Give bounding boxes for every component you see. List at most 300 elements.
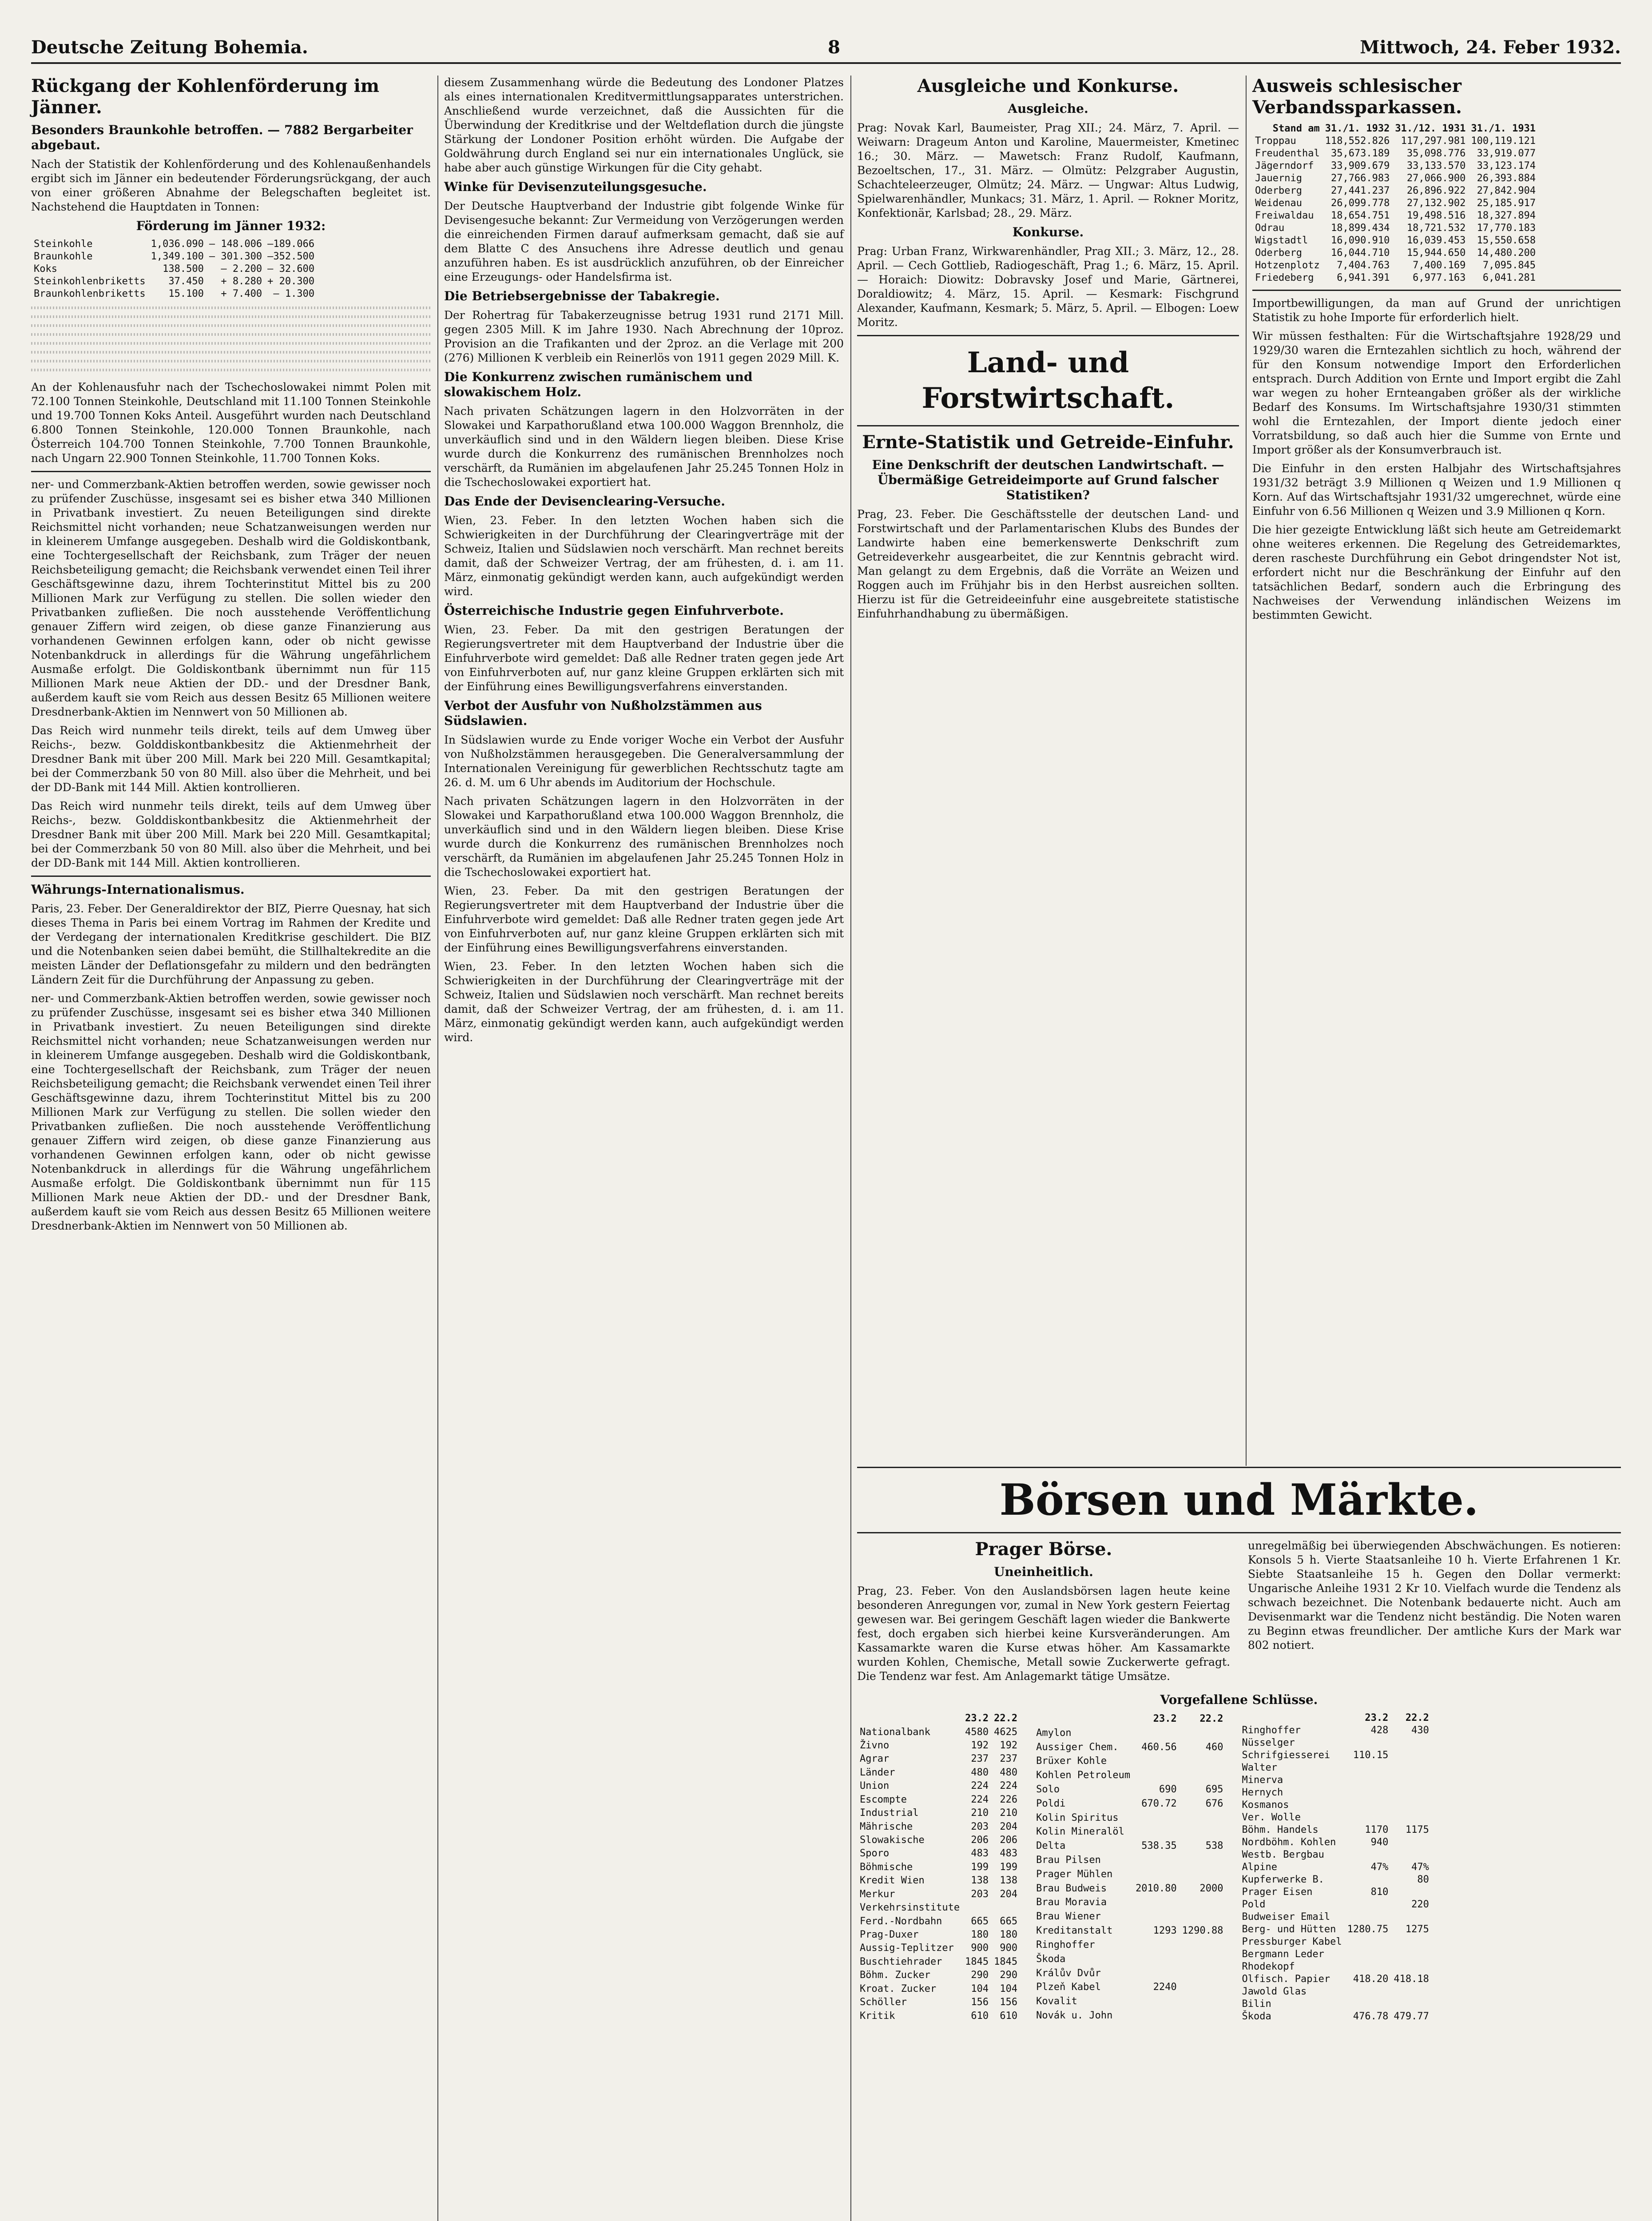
table-cell: 665 [971,1915,989,1927]
table-cell [1179,1952,1226,1966]
table-cell: —189.066 [267,239,315,250]
table-cell: 538.35 [1141,1840,1177,1852]
table-row [857,1739,1020,1752]
table-row [857,1847,1020,1860]
table-cell [1133,1994,1179,2009]
table-cell: Olfisch. Papier [1242,1974,1330,1985]
table-cell [1133,1966,1179,1981]
table-cell: 6,041.281 [1482,272,1536,283]
table-cell: Delta [1036,1840,1066,1852]
table-cell: 16,090.910 [1330,235,1390,246]
divider [857,1467,1621,1468]
table-cell [962,1901,991,1915]
table-cell: 476.78 [1353,2011,1389,2022]
table-cell: 6,941.391 [1337,272,1390,283]
table-cell: 900 [971,1942,989,1954]
article-headline: Rückgang der Kohlenförderung im Jänner. [31,76,380,118]
table-row [1033,1853,1226,1867]
table-continuation [31,369,431,371]
article-text: ner- und Commerzbank-Aktien betroffen werden, sowie gewisser noch zu prüfender Zuschüsse, insgesamt sei es bisher etwa 340 Millionen in Privatbank investiert. Zu neuen Beteiligungen sind direkte Reichsmittel nicht vorhanden; neue Schatzanweisungen werden nur in kleinerem Umfange ausgegeben. Deshalb wird die Goldiskontbank, eine Tochtergesellschaft der Reichsbank, zum Träger der neuen Reichsbeteiligung gemacht; die Reichsbank verwendet einen Teil ihrer Geschäftsgewinne dazu, ihrem Tochterinstitut Mittel bis zu 200 Millionen Mark zur Verfügung zu stellen. Die sollen wieder den Privatbanken zufließen. Die noch ausstehende Veröffentlichung genauer Ziffern wird zeigen, ob diese ganze Finanzierung aus vorhandenen Gewinnen erfolgen kann, oder ob nicht gewisse Notenbankdruck in allerdings für die Währung ungefährlichem Ausmaße erfolgt. Die Goldiskontbank übernimmt nun für 115 Millionen Mark neue Aktien der DD.- und der Dresdner Bank, außerdem kauft sie vom Reich aus dessen Besitz 65 Millionen weitere Dresdnerbank-Aktien im Nennwert von 50 Millionen ab. [31,992,431,1232]
table-cell: 2240 [1153,1982,1177,1993]
table-cell [1391,1836,1431,1849]
table-cell: Böhmische [860,1861,913,1873]
table-cell: 290 [1000,1970,1018,1981]
table-row [1033,1811,1226,1825]
table-row [1033,1754,1226,1768]
table-row [1239,1836,1432,1849]
table-cell: Oderberg [1255,247,1302,259]
article-text: Nach privaten Schätzungen lagern in den Holzvorräten in der Slowakei und Karpathorußland etwa 100.000 Waggon Brennholz, die unverkäuflich sind und in den Wäldern liegen bleiben. Diese Krise wurde durch die Konkurrenz des rumänischen Brennholzes noch verschärft, da Rumänien im abgelaufenen Jahr 25.245 Tonnen Holz in die Tschechoslowakei exportiert hat. [444,405,844,489]
table-cell: Koks [34,263,57,275]
table-row [857,2009,1020,2023]
table-cell: Bilin [1242,1998,1271,2010]
table-cell [1179,1825,1226,1839]
table-row [31,251,317,263]
table-cell [1133,2009,1179,2023]
table-cell: Mährische [860,1821,913,1832]
article-subhead: Besonders Braunkohle betroffen. — 7882 Bergarbeiter abgebaut. [31,123,413,152]
table-row [31,263,317,275]
table-cell [1391,1762,1431,1774]
table-cell: — 2.200 [221,263,262,275]
table-cell: Alpine [1242,1862,1277,1873]
table-row [1252,135,1538,147]
table-cell: 18,654.751 [1330,210,1390,221]
table-cell: 220 [1411,1899,1429,1910]
table-row [1033,1966,1226,1981]
column-4 [1252,76,1621,627]
table-cell: 237 [971,1753,989,1765]
table-cell [1391,1811,1431,1824]
table-cell: 35,098.776 [1406,148,1466,159]
table-cell: 676 [1205,1798,1223,1809]
table-cell: Kreditanstalt [1036,1925,1113,1937]
table-row [857,1901,1020,1915]
table-row [1033,1952,1226,1966]
table-cell: Schöller [860,1997,907,2008]
table-cell: Škoda [1036,1953,1066,1965]
table-cell: Merkur [860,1888,895,1900]
table-row [1239,1973,1432,1986]
table-cell: Jauernig [1255,173,1302,184]
column-rule [437,76,438,2221]
table-header-cell: Stand am [1272,123,1320,134]
table-cell: 1275 [1405,1924,1429,1935]
table-cell: 1280.75 [1347,1924,1389,1935]
table-row [31,288,317,300]
table-cell [1345,1998,1391,2010]
table-row [1252,147,1538,160]
table-row [1239,1923,1432,1936]
savings-table [1252,123,1538,284]
table-cell: 460.56 [1141,1741,1177,1753]
table-cell: 1175 [1405,1824,1429,1835]
table-cell: Kosmanos [1242,1799,1289,1811]
table-cell: Ferd.-Nordbahn [860,1915,942,1927]
table-cell: 117,297.981 [1401,135,1466,147]
quotes-table [1033,1712,1226,2023]
table-cell: 900 [1000,1942,1018,1954]
column-3 [857,76,1239,625]
table-cell: Steinkohlenbriketts [34,276,146,287]
table-row [1252,197,1538,210]
article-text: Wien, 23. Feber. Da mit den gestrigen Beratungen der Regierungsvertreter mit dem Hauptverband der Industrie über die Einfuhrverbote wird gemeldet: Daß alle Redner traten gegen jede Art von Einfuhrverboten auf, nur ganz kleine Gruppen erklärten sich mit der Einführung eines Bewilligungsverfahrens einverstanden. [444,884,844,954]
article-headline: Ausgleiche und Konkurse. [917,76,1179,96]
article-text: ner- und Commerzbank-Aktien betroffen werden, sowie gewisser noch zu prüfender Zuschüsse, insgesamt sei es bisher etwa 340 Millionen in Privatbank investiert. Zu neuen Beteiligungen sind direkte Reichsmittel nicht vorhanden; neue Schatzanweisungen werden nur in kleinerem Umfange ausgegeben. Deshalb wird die Goldiskontbank, eine Tochtergesellschaft der Reichsbank, zum Träger der neuen Reichsbeteiligung gemacht; die Reichsbank verwendet einen Teil ihrer Geschäftsgewinne dazu, ihrem Tochterinstitut Mittel bis zu 200 Millionen Mark zur Verfügung zu stellen. Die sollen wieder den Privatbanken zufließen. Die noch ausstehende Veröffentlichung genauer Ziffern wird zeigen, ob diese ganze Finanzierung aus vorhandenen Gewinnen erfolgen kann, oder ob nicht gewisse Notenbankdruck in allerdings für die Währung ungefährlichem Ausmaße erfolgt. Die Goldiskontbank übernimmt nun für 115 Millionen Mark neue Aktien der DD.- und der Dresdner Bank, außerdem kauft sie vom Reich aus dessen Besitz 65 Millionen weitere Dresdnerbank-Aktien im Nennwert von 50 Millionen ab. [31,478,431,718]
markets-headline: Börsen und Märkte. [999,1475,1479,1525]
table-row [1252,247,1538,259]
table-header-cell [1239,1712,1345,1724]
table-cell: Aussig-Teplitzer [860,1942,954,1954]
table-row [1252,185,1538,197]
table-row [1033,1924,1226,1938]
table-continuation [31,324,431,327]
table-row [1239,1749,1432,1762]
table-row [1239,1911,1432,1923]
markets-section [857,1461,1621,2221]
table-cell: 15,944.650 [1406,247,1466,259]
table-cell: 206 [1000,1835,1018,1846]
table-cell: Freudenthal [1255,148,1320,159]
table-row [857,1766,1020,1779]
table-row [1239,1874,1432,1886]
table-cell: 810 [1370,1887,1389,1898]
table-header-cell: 23.2 [1365,1712,1389,1723]
table-cell: 670.72 [1141,1798,1177,1809]
divider [1252,290,1621,291]
section-label: Ausgleiche. [1008,101,1088,116]
table-cell: 180 [1000,1929,1018,1940]
table-cell: 1,036.090 [151,239,204,250]
table-cell: 27,441.237 [1330,185,1390,196]
table-cell: Prag-Duxer [860,1929,919,1940]
article-headline: Ausweis schlesischer Verbandssparkassen. [1252,76,1462,118]
table-cell: 138.500 [163,263,204,275]
table-cell [1345,1762,1391,1774]
table-header-row [1033,1712,1226,1726]
table-cell [1391,1936,1431,1948]
table-cell: Nordböhm. Kohlen [1242,1837,1336,1848]
table-row [1033,1896,1226,1910]
markets-col-right [1248,1539,1621,1688]
table-cell: 110.15 [1353,1750,1389,1761]
table-cell: 210 [1000,1807,1018,1819]
table-row [1252,235,1538,247]
table-cell: Nüsselger [1242,1737,1295,1748]
table-cell: 27,766.983 [1330,173,1390,184]
table-cell: 4625 [994,1726,1018,1738]
quotes-table [857,1712,1020,2023]
table-cell: Hotzenplotz [1255,260,1320,271]
table-cell: 1845 [994,1956,1018,1967]
table-cell: 118,552.826 [1325,135,1390,147]
table-cell [1345,1737,1391,1749]
table-cell: — 301.300 [209,251,262,262]
article-text: Wien, 23. Feber. In den letzten Wochen haben sich die Schwierigkeiten in der Durchführung der Clearingverträge mit der Schweiz, Italien und Südslawien noch verschärft. Man rechnet bereits damit, daß der Schweizer Vertrag, der am frühesten, d. i. am 11. März, einmonatig gekündigt werden kann, auch aufgekündigt werden wird. [444,960,844,1044]
table-row [1252,222,1538,235]
article-headline: Währungs-Internationalismus. [31,882,245,897]
table-cell: 204 [1000,1821,1018,1832]
column-rule [850,76,851,2221]
article-headline: Ernte-Statistik und Getreide-Einfuhr. [862,432,1234,453]
page-number: 8 [828,37,840,58]
table-cell: Troppau [1255,135,1296,147]
table-row [1252,259,1538,272]
table-cell: 1845 [965,1956,989,1967]
table-cell: 224 [1000,1780,1018,1792]
table-cell: Kolin Mineralöl [1036,1826,1124,1838]
table-cell [1179,1910,1226,1924]
table-row [1033,1825,1226,1839]
table-cell [1345,1911,1391,1923]
table-header-cell: 22.2 [994,1713,1018,1724]
table-cell: Schrifgiesserei [1242,1750,1330,1761]
table-cell: Brau Pilsen [1036,1855,1101,1866]
article-text: diesem Zusammenhang würde die Bedeutung des Londoner Platzes als eines internationalen Kreditvermittlungsapparates unterstrichen. Anschließend wurde verzeichnet, daß die Aussichten für die Überwindung der Kreditkrise und der Weltdeflation durch die jüngste Stärkung der Londoner Position erhöht würden. Die Aufgabe der Goldwährung durch England sei nur ein internationales Unglück, sie habe aber auch günstige Wirkungen für die City gehabt. [444,76,844,174]
table-cell: Brüxer Kohle [1036,1755,1107,1767]
table-header-cell: 31./12. 1931 [1395,123,1466,134]
table-cell: Westb. Bergbau [1242,1849,1324,1860]
table-cell [1179,2009,1226,2023]
article-text: Die Einfuhr in den ersten Halbjahr des Wirtschaftsjahres 1931/32 beträgt 3.9 Millionen q Weizen und 1.9 Millionen q Korn. Auf das Wirtschaftsjahr 1931/32 umgerechnet, würde eine Einfuhr von 6.56 Millionen q Weizen und 3.9 Millionen q Korn. [1252,462,1621,517]
table-cell: Pold [1242,1899,1266,1910]
table-cell: Weidenau [1255,198,1302,209]
table-cell: 428 [1370,1725,1389,1736]
table-row [1239,1961,1432,1973]
table-row [1239,1762,1432,1774]
table-cell: —352.500 [267,251,315,262]
table-cell: 104 [971,1983,989,1994]
table-row [1239,1998,1432,2010]
table-header-cell [1033,1712,1133,1726]
table-cell: Kovalit [1036,1996,1077,2007]
coal-table [31,238,317,300]
article-headline: Verbot der Ausfuhr von Nußholzstämmen aus Südslawien. [444,698,762,728]
table-header-cell: 22.2 [1199,1713,1223,1724]
table-cell [1179,1966,1226,1981]
table-cell: Hernych [1242,1787,1283,1798]
table-cell: 18,899.434 [1330,223,1390,234]
table-cell [1133,1910,1179,1924]
table-cell: 18,327.894 [1477,210,1536,221]
table-row [1239,1799,1432,1811]
table-row [1252,210,1538,222]
table-row [1033,1783,1226,1797]
table-cell: Brau Wiener [1036,1911,1101,1922]
table-cell [1179,1754,1226,1768]
table-cell [1345,1936,1391,1948]
table-row [1033,2009,1226,2023]
table-cell: 418.20 [1353,1974,1389,1985]
table-row [1239,1986,1432,1998]
table-cell [1179,1994,1226,2009]
table-cell [1179,1726,1226,1740]
table-continuation [31,306,431,309]
table-cell: 480 [971,1767,989,1778]
table-cell: Prager Mühlen [1036,1868,1113,1880]
table-cell [1133,1938,1179,1952]
article-headline: Österreichische Industrie gegen Einfuhrverbote. [444,603,784,618]
table-cell [1345,1874,1391,1886]
table-row [857,1725,1020,1739]
table-continuation [31,360,431,362]
table-cell: 1293 [1153,1925,1177,1937]
table-cell: + 8.280 [221,276,262,287]
table-row [1252,172,1538,185]
table-header-cell: 22.2 [1405,1712,1429,1723]
table-cell [1179,1811,1226,1825]
table-cell [1179,1867,1226,1882]
table-row [1252,160,1538,172]
table-row [1033,1740,1226,1755]
table-cell: 479.77 [1394,2011,1429,2022]
table-cell: 2000 [1199,1883,1223,1894]
table-row [857,1887,1020,1901]
table-cell: 690 [1159,1783,1177,1795]
table-cell: 138 [971,1875,989,1887]
article-headline: Das Ende der Devisenclearing-Versuche. [444,494,725,509]
table-cell: Amylon [1036,1727,1072,1739]
table-row [857,1807,1020,1820]
table-cell [1179,1768,1226,1783]
table-cell [1133,1726,1179,1740]
table-cell: Braunkohlenbriketts [34,288,146,299]
divider [857,1532,1621,1533]
table-cell: 204 [1000,1888,1018,1900]
table-cell: 192 [1000,1740,1018,1751]
table-row [1033,1726,1226,1740]
table-cell: 210 [971,1807,989,1819]
table-cell [1133,1811,1179,1825]
table-cell: 418.18 [1394,1974,1429,1985]
article-text: Die hier gezeigte Entwicklung läßt sich heute am Getreidemarkt ohne weiteres erkennen. Die Regelung des Getreidemarktes, deren rascheste Durchführung ein Gebot dringendster Not ist, erfordert nicht nur die Beschränkung der Einfuhr auf den tatsächlichen Bedarf, sondern auch die Erbringung des Nachweises der Verwendung inländischen Weizens im bestimmten Gewicht. [1252,523,1621,621]
table-cell: Nationalbank [860,1726,930,1738]
article-text: Prag: Urban Franz, Wirkwarenhändler, Prag XII.; 3. März, 12., 28. April. — Cech Gottlieb, Radiogeschäft, Prag 1.; 6. März, 15. April. — Horaich: Diowitz: Dobravsky Josef und Marie, Gärtnerei, Doraldiowitz; 4. März, 15. April. — Kesmark: Fischgrund Alexander, Kaufmann, Kesmark; 5. März, 5. April. — Elbogen: Loew Moritz. [857,245,1239,329]
table-cell [1179,1938,1226,1952]
markets-subhead: Prager Börse. [975,1539,1112,1560]
table-cell: 26,099.778 [1330,198,1390,209]
table-cell: Buschtiehrader [860,1956,942,1967]
table-row [1239,1886,1432,1899]
table-header-cell: 23.2 [1153,1713,1177,1724]
table-cell: 538 [1205,1840,1223,1852]
table-cell [1391,1799,1431,1811]
table-header-cell: 23.2 [965,1713,989,1724]
table-cell: Minerva [1242,1775,1283,1786]
article-headline: Winke für Devisenzuteilungsgesuche. [444,179,707,194]
masthead [31,31,1621,64]
table-cell: — 32.600 [267,263,315,275]
table-cell [1345,1811,1391,1824]
table-row [1239,1899,1432,1911]
table-cell: Berg- und Hütten [1242,1924,1336,1935]
table-cell: Škoda [1242,2011,1271,2022]
table-row [857,1969,1020,1982]
table-cell: 480 [1000,1767,1018,1778]
table-cell [1391,1749,1431,1762]
masthead-title: Deutsche Zeitung Bohemia. [31,37,308,58]
table-cell: — 148.006 [209,239,262,250]
divider [857,335,1239,336]
table-row [1239,1936,1432,1948]
table-cell [1391,1911,1431,1923]
table-row [1033,1882,1226,1896]
table-cell [1345,1986,1391,1998]
article-text: Prag, 23. Feber. Von den Auslandsbörsen lagen heute keine besonderen Anregungen vor, zumal in New York gestern Feiertag gewesen war. Bei geringem Geschäft lagen wieder die Bankwerte fest, doch ergaben sich hierbei keine Kursveränderungen. Am Kassamarkte waren die Kurse etwas höher. Am Kassamarkte wurden Kohlen, Chemische, Metall sowie Zuckerwerte gefragt. Die Tendenz war fest. Am Anlagemarkt tätige Umsätze. [857,1584,1230,1683]
table-row [1239,1737,1432,1749]
table-cell [1391,1737,1431,1749]
table-cell: — 1.300 [273,288,315,299]
table-cell: Ringhoffer [1036,1939,1095,1950]
table-row [1239,1824,1432,1836]
table-cell [1345,1961,1391,1973]
table-cell: 1290.88 [1182,1925,1223,1937]
table-row [857,1752,1020,1766]
table-row [857,1874,1020,1887]
table-cell [1179,1896,1226,1910]
table-row [1239,1724,1432,1737]
table-cell [1391,1961,1431,1973]
table-cell: 460 [1205,1741,1223,1753]
table-cell: Budweiser Email [1242,1911,1330,1922]
table-cell [1133,1853,1179,1867]
table-cell: Jawold Glas [1242,1986,1307,1997]
table-cell: 16,039.453 [1406,235,1466,246]
table-cell: 14,480.200 [1477,247,1536,259]
table-cell: 138 [1000,1875,1018,1887]
table-cell: 27,132.902 [1406,198,1466,209]
article-text: Importbewilligungen, da man auf Grund der unrichtigen Statistik zu hohe Importe für erforderlich hielt. [1252,297,1621,324]
table-cell: 80 [1417,1874,1429,1885]
table-cell [1133,1754,1179,1768]
table-cell: Aussiger Chem. [1036,1741,1119,1753]
table-cell: 35,673.189 [1330,148,1390,159]
table-row [1033,1938,1226,1952]
masthead-date: Mittwoch, 24. Feber 1932. [1360,37,1621,58]
table-row [1033,1910,1226,1924]
table-cell: 17,770.183 [1477,223,1536,234]
table-cell: Kritik [860,2010,895,2022]
table-cell: Escompte [860,1794,907,1805]
table-row [31,275,317,288]
table-cell: Ringhoffer [1242,1725,1301,1736]
table-cell [1391,1774,1431,1787]
quotes-title: Vorgefallene Schlüsse. [1160,1692,1318,1707]
table-row [857,1793,1020,1807]
table-cell [1133,1768,1179,1783]
article-text: Prag: Novak Karl, Baumeister, Prag XII.; 24. März, 7. April. — Weiwarn: Drageum Anton und Karoline, Mauermeister, Kmetinec 16.; 30. März. — Mawetsch: Franz Rudolf, Kaufmann, Bezoeltschen, 17., 31. März. — Olmütz: Pelzgraber Augustin, Schachteleerzeuger, Olmütz; 24. März. — Ungwar: Altus Ludwig, Spielwarenhändler, Munkacs; 31. März, 1. April. — Rokner Moritz, Konfektionär, Karlsbad; 28., 29. März. [857,121,1239,219]
table-continuation [31,351,431,354]
table-row [1239,1849,1432,1861]
table-cell: Pressburger Kabel [1242,1936,1342,1947]
table-cell: 224 [971,1780,989,1792]
quotes-table [1239,1712,1432,2023]
table-cell: 27,066.900 [1406,173,1466,184]
table-cell: Wigstadtl [1255,235,1308,246]
table-cell: 180 [971,1929,989,1940]
table-cell: 206 [971,1835,989,1846]
divider [31,471,431,472]
table-cell: + 20.300 [267,276,315,287]
table-cell [1133,1825,1179,1839]
table-cell: Solo [1036,1783,1060,1795]
table-cell: Oderberg [1255,185,1302,196]
article-subhead: Eine Denkschrift der deutschen Landwirtschaft. — Übermäßige Getreideimporte auf Grund falscher Statistiken? [872,458,1224,502]
table-row [1239,1948,1432,1961]
table-cell: 1170 [1365,1824,1389,1835]
article-text: Das Reich wird nunmehr teils direkt, teils auf dem Umweg über Reichs-, bezw. Golddiskontbankbesitz die Aktienmehrheit der Dresdner Bank mit über 200 Mill. Mark bei 220 Mill. Gesamtkapital; bei der Commerzbank 50 von 80 Mill. also über die Mehrheit, und bei der DD-Bank mit 144 Mill. Aktien kontrollieren. [31,724,431,794]
table-row [1033,1994,1226,2009]
